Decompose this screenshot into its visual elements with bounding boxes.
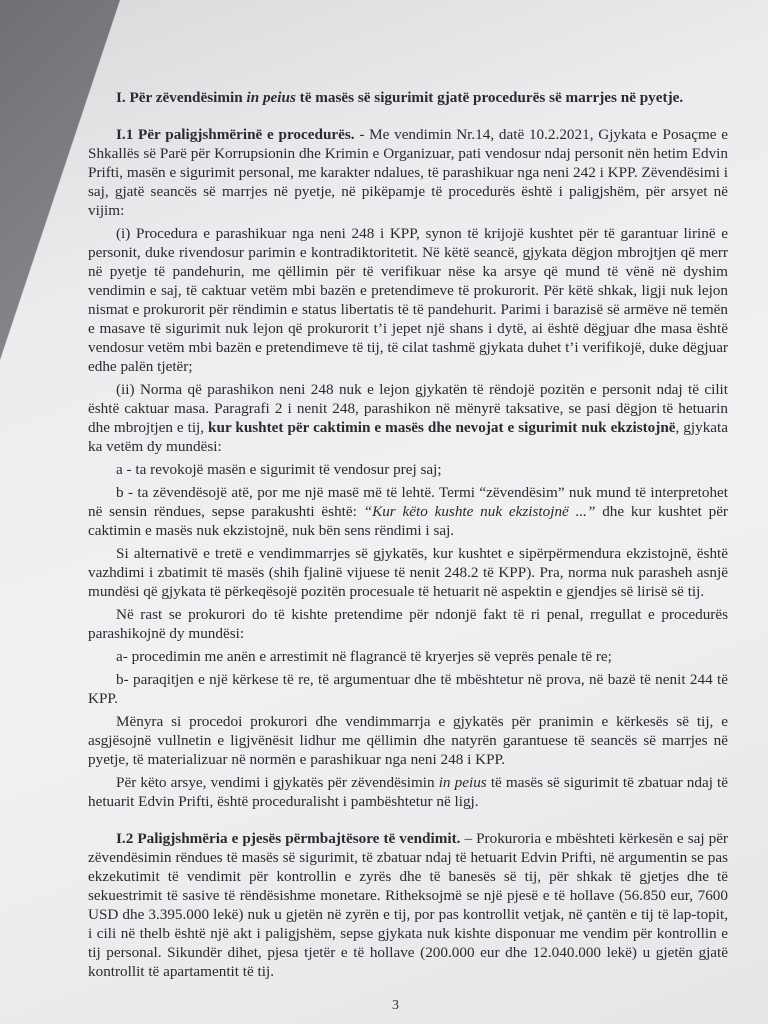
paragraph-point-i: (i) Procedura e parashikuar nga neni 248 i KPP, synon të krijojë kushtet për të garantuar lirinë e personit, duke rivendosur parimin e kontradiktoritetit. Në këtë seancë, gjykata dëgjon mbrojtjen që merr në pyetje të pandehurin, me qëllimin për të verifikuar nëse ka arsye që mund të vënë në dyshim vendimin e saj, të caktuar vetëm mbi bazën e pretendimeve të prokurorit. Për këtë shkak, ligji nuk lejon nismat e prokurorit për rëndimin e status libertatis të të pandehurit. Parimi i barazisë së armëve në temën e masave të sigurimit nuk lejon që prokurorit t’i jepet një shans i dytë, ai është dëgjuar dhe masa është vendosur vetëm mbi bazën e pretendimeve të tij, të cilat tashmë gjykata duhet t’i verifikojë, duke dëgjuar edhe palën tjetër; [88,225,728,375]
subsection-title-1-1: I.1 Për paligjshmërinë e procedurës. [116,126,355,143]
list-item-b [88,483,728,540]
paragraph-1-1-intro [88,125,728,220]
paragraph-text: b - ta zëvendësojë atë, por me një masë më të lehtë. Termi “zëvendësim” nuk mund të interpretohet në sensin rëndues, sepse parakushti është: [88,484,728,520]
list-item-a2: a- procedimin me anën e arrestimit në flagrancë të kryerjes së veprës penale të re; [116,648,612,665]
paragraph-alternative: Si alternativë e tretë e vendimmarrjes së gjykatës, kur kushtet e sipërpërmendura ekzistojnë, është vazhdimi i zbatimit të masës (shih fjalinë vijuese të nenit 248.2 të KPP). Pra, norma nuk parasheh asnjë mundësi që gjykata të përkeqësojë pozitën procesuale të hetuarit në aspektin e gjendjes së lirisë së tij. [88,545,728,600]
paragraph-text-end: dhe kur kushtet për caktimin e masës nuk ekzistojnë, nuk bën sens rëndimi i saj. [88,503,728,539]
paragraph-prosecutor-case: Në rast se prokurori do të kishte pretendime për ndonjë fakt të ri penal, rregullat e procedurës parashikojnë dy mundësi: [88,606,728,642]
paragraph-conclusion [88,773,728,811]
paragraph-text: (ii) Norma që parashikon neni 248 nuk e lejon gjykatën të rëndojë pozitën e personit ndaj të cilit është caktuar masa. Paragrafi 2 i nenit 248, parashikon në mënyrë taksative, se pasi dëgjon të hetuarin dhe mbrojtjen e tij, [88,381,728,436]
paragraph-text: Për këto arsye, vendimi i gjykatës për zëvendësimin [116,774,439,791]
paragraph-bold-text: kur kushtet për caktimin e masës dhe nevojat e sigurimit nuk ekzistojnë [208,419,676,436]
paragraph-point-ii [88,380,728,456]
paragraph-text-end: të masës së sigurimit të zbatuar ndaj të hetuarit Edvin Prifti, është proceduralisht i pambështetur në ligj. [88,774,728,810]
paragraph-text: – Prokuroria e mbështeti kërkesën e saj për zëvendësimin rëndues të masës së sigurimit, të zbatuar ndaj të hetuarit Edvin Prifti, në argumentin se pas ekzekutimit të vendimit për kontrollin e zyrës dhe të banesës së tij, për shkak të gjetjes dhe të sekuestrimit të sasive të rëndësishme monetare. Ritheksojmë se një pjesë e të hollave (56.850 eur, 7600 USD dhe 3.395.000 lekë) nuk u gjetën në zyrën e tij, por pas kontrollit vetjak, në çantën e tij të lap-topit, i cili në thelb është një akt i paligjshëm, sepse gjykata nuk kishte disponuar me vendim për kontrollin e tij personal. Sikundër dihet, pjesa tjetër e të hollave (200.000 eur dhe 12.040.000 lekë) u gjetën gjatë kontrollit të apartamentit të tij. [88,830,728,980]
subsection-title-1-2: I.2 Paligjshmëria e pjesës përmbajtësore të vendimit. [116,830,461,847]
heading-text-end: të masës së sigurimit gjatë procedurës së marrjes në pyetje. [295,89,684,106]
document-body [88,88,728,985]
list-item-b2: b- paraqitjen e një kërkese të re, të argumentuar dhe të mbështetur në prova, në bazë të nenit 244 të KPP. [88,671,728,707]
list-item-a: a - ta revokojë masën e sigurimit të vendosur prej saj; [116,461,442,478]
heading-italic: in peius [246,89,296,106]
page-number: 3 [392,998,399,1013]
section-gap [88,815,728,829]
paragraph-italic-text: in peius [438,774,487,791]
paragraph-text: - Me vendimin Nr.14, datë 10.2.2021, Gjykata e Posaçme e Shkallës së Parë për Korrupsionin dhe Krimin e Organizuar, pati vendosur ndaj personit nën hetim Edvin Prifti, masën e sigurimit personal, me karakter ndalues, të parashikuar nga neni 242 i KPP. Zëvendësimi i saj, gjatë seancës së marrjes në pyetje, në pikëpamje të procedurës është i paligjshëm, për arsyet në vijim: [88,126,728,219]
paragraph-1-2-intro [88,829,728,981]
heading-text: I. Për zëvendësimin [116,89,247,106]
paragraph-text-end: , gjykata ka vetëm dy mundësi: [88,419,728,455]
section-heading [88,88,728,107]
paragraph-manner: Mënyra si procedoi prokurori dhe vendimmarrja e gjykatës për pranimin e kërkesës së tij, e asgjësojnë vullnetin e ligjvënësit lidhur me qëllimin dhe natyrën garantuese të seancës së marrjes në pyetje, të materializuar në normën e parashikuar nga neni 248 i KPP. [88,713,728,768]
paragraph-italic-text: “Kur këto kushte nuk ekzistojnë ...” [363,503,596,520]
